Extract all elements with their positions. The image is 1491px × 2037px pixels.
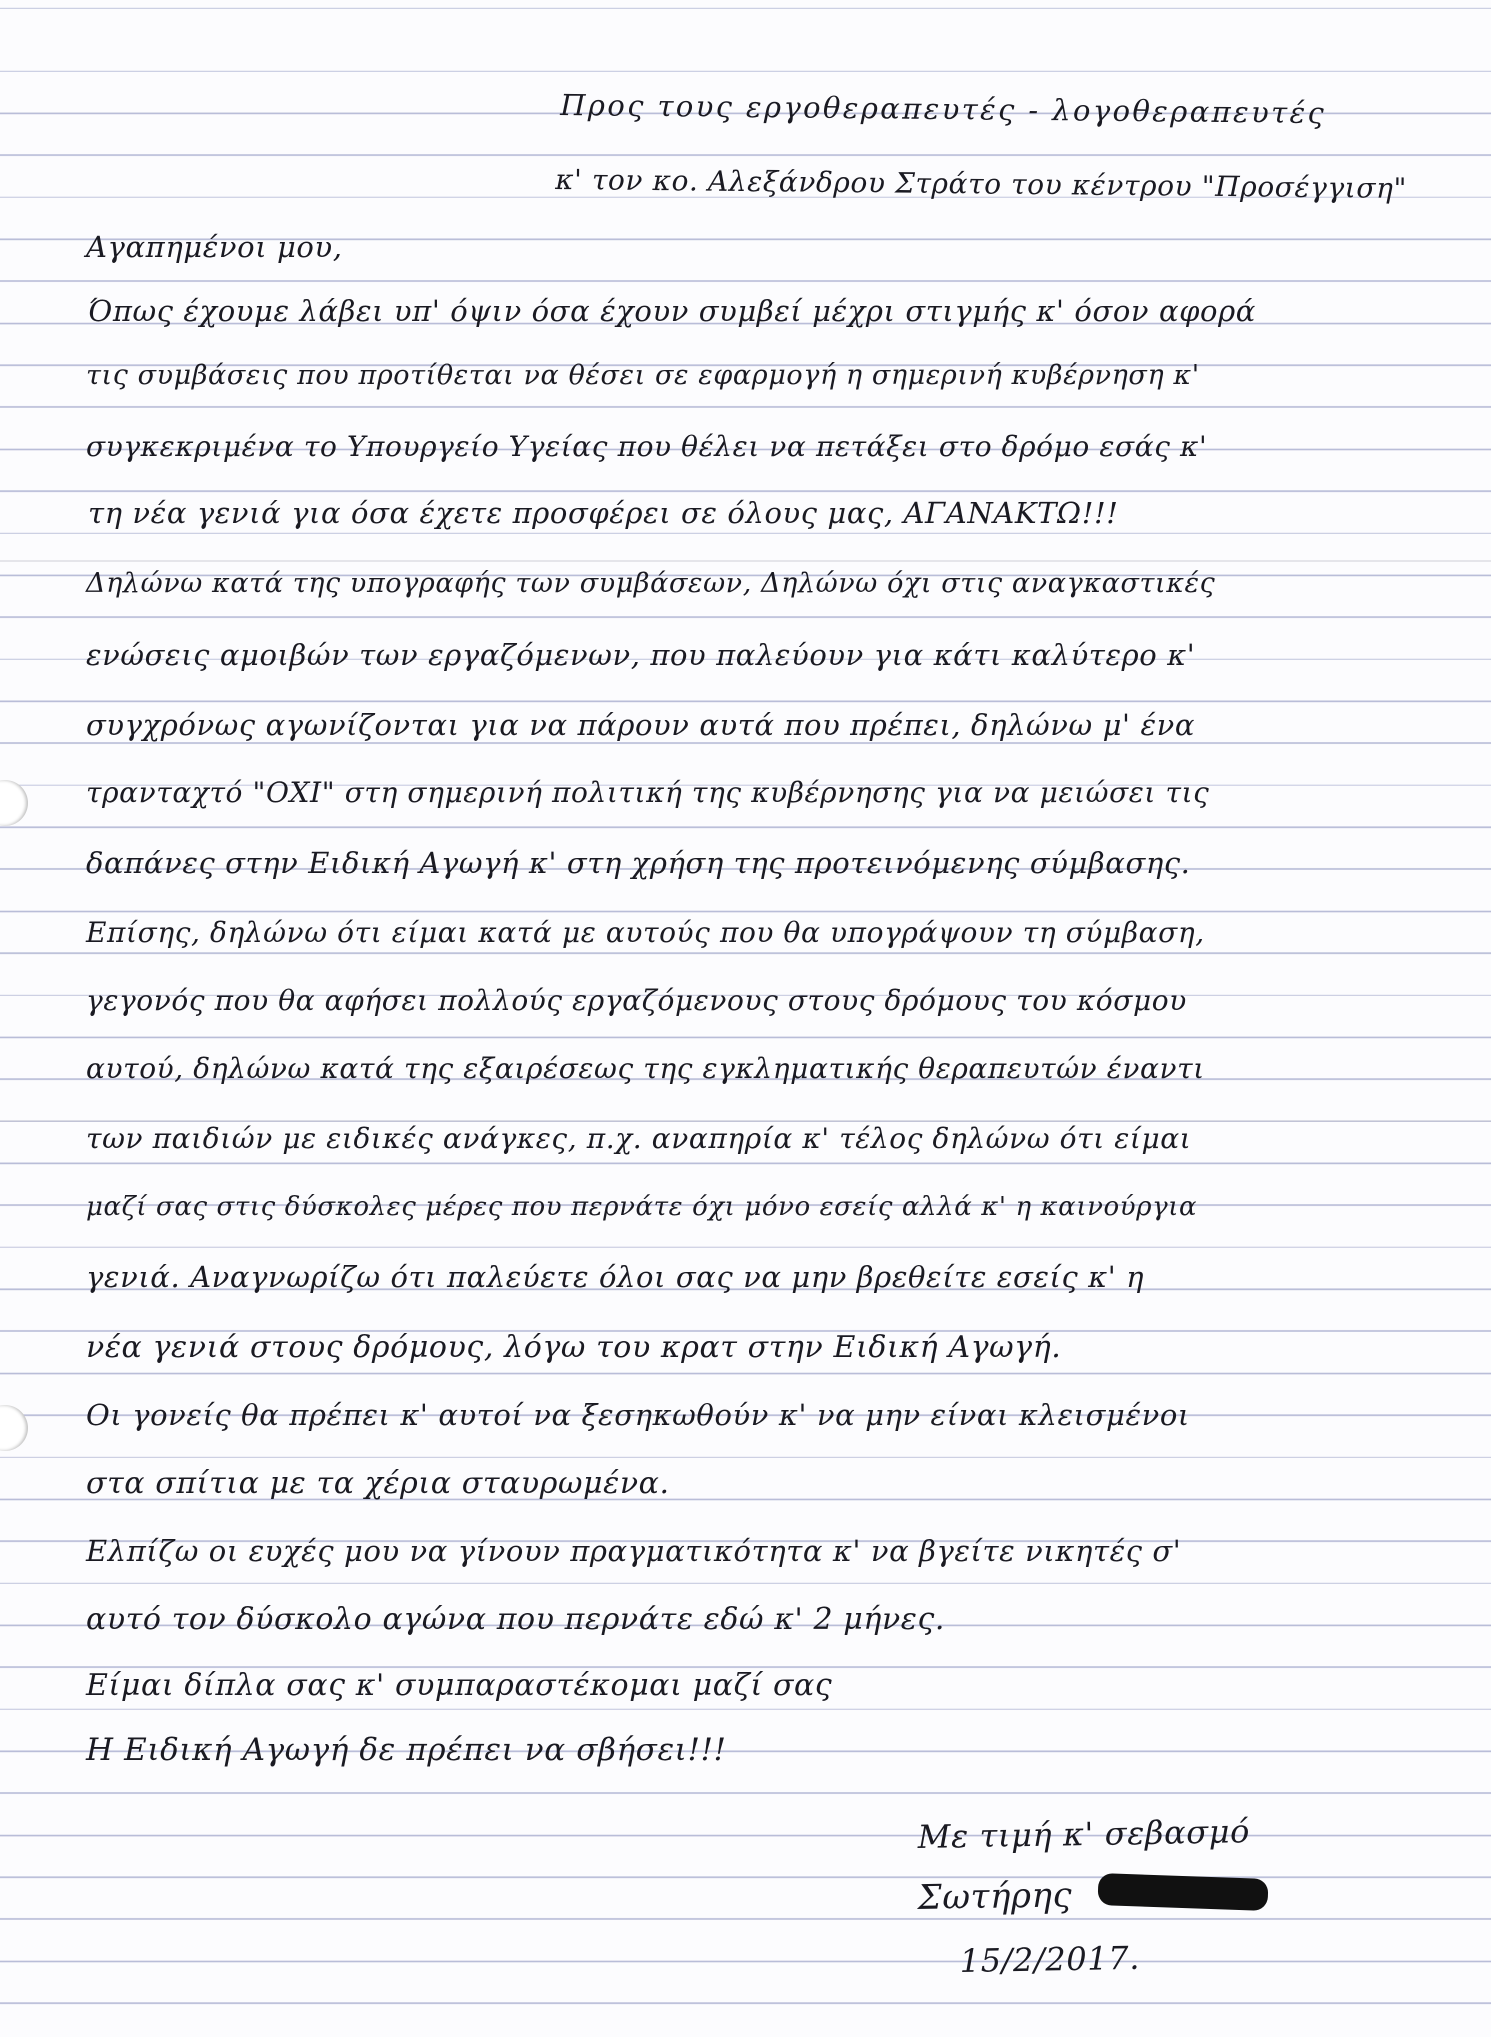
body-line: συγκεκριμένα το Υπουργείο Υγείας που θέλει να πετάξει στο δρόμο εσάς κ' bbox=[86, 430, 1208, 463]
body-line: Οι γονείς θα πρέπει κ' αυτοί να ξεσηκωθούν κ' να μην είναι κλεισμένοι bbox=[86, 1398, 1190, 1432]
body-line: τη νέα γενιά για όσα έχετε προσφέρει σε όλους μας, ΑΓΑΝΑΚΤΩ!!! bbox=[88, 496, 1119, 530]
body-line: Είμαι δίπλα σας κ' συμπαραστέκομαι μαζί σας bbox=[86, 1668, 833, 1703]
body-line: Ελπίζω οι ευχές μου να γίνουν πραγματικότητα κ' να βγείτε νικητές σ' bbox=[86, 1534, 1182, 1568]
date: 15/2/2017. bbox=[959, 1938, 1141, 1980]
redacted-surname bbox=[1097, 1873, 1268, 1911]
body-line: δαπάνες στην Ειδική Αγωγή κ' στη χρήση της προτεινόμενης σύμβασης. bbox=[86, 846, 1191, 880]
recipient-line-1: Προς τους εργοθεραπευτές - λογοθεραπευτές bbox=[560, 88, 1327, 131]
closing: Με τιμή κ' σεβασμό bbox=[917, 1812, 1251, 1856]
body-line: Δηλώνω κατά της υπογραφής των συμβάσεων, Δηλώνω όχι στις αναγκαστικές bbox=[86, 568, 1216, 599]
body-line: γεγονός που θα αφήσει πολλούς εργαζόμενους στους δρόμους του κόσμου bbox=[86, 984, 1187, 1017]
body-line: Η Ειδική Αγωγή δε πρέπει να σβήσει!!! bbox=[86, 1732, 727, 1768]
body-line: Όπως έχουμε λάβει υπ' όψιν όσα έχουν συμβεί μέχρι στιγμής κ' όσον αφορά bbox=[88, 294, 1256, 328]
paper-fold bbox=[0, 560, 1491, 562]
body-line: γενιά. Αναγνωρίζω ότι παλεύετε όλοι σας να μην βρεθείτε εσείς κ' η bbox=[86, 1260, 1145, 1294]
body-line: αυτού, δηλώνω κατά της εξαιρέσεως της εγκληματικής θεραπευτών έναντι bbox=[86, 1052, 1205, 1085]
body-line: τρανταχτό "ΟΧΙ" στη σημερινή πολιτική της κυβέρνησης για να μειώσει τις bbox=[86, 776, 1210, 809]
body-line: συγχρόνως αγωνίζονται για να πάρουν αυτά που πρέπει, δηλώνω μ' ένα bbox=[86, 708, 1196, 742]
body-line: τις συμβάσεις που προτίθεται να θέσει σε εφαρμογή η σημερινή κυβέρνηση κ' bbox=[86, 360, 1200, 391]
body-line: στα σπίτια με τα χέρια σταυρωμένα. bbox=[86, 1466, 670, 1501]
recipient-line-2: κ' τον κο. Αλεξάνδρου Στράτο του κέντρου "Προσέγγιση" bbox=[555, 163, 1408, 205]
signature: Σωτήρης bbox=[917, 1875, 1073, 1918]
punch-hole bbox=[0, 1405, 28, 1451]
body-line: Επίσης, δηλώνω ότι είμαι κατά με αυτούς που θα υπογράψουν τη σύμβαση, bbox=[86, 916, 1205, 949]
body-line: νέα γενιά στους δρόμους, λόγω του κρατ στην Ειδική Αγωγή. bbox=[86, 1330, 1062, 1365]
body-line: αυτό τον δύσκολο αγώνα που περνάτε εδώ κ' 2 μήνες. bbox=[86, 1602, 946, 1637]
punch-hole bbox=[0, 780, 28, 826]
salutation: Αγαπημένοι μου, bbox=[86, 230, 343, 264]
body-line: μαζί σας στις δύσκολες μέρες που περνάτε όχι μόνο εσείς αλλά κ' η καινούργια bbox=[86, 1192, 1198, 1222]
body-line: των παιδιών με ειδικές ανάγκες, π.χ. αναπηρία κ' τέλος δηλώνω ότι είμαι bbox=[86, 1122, 1192, 1155]
body-line: ενώσεις αμοιβών των εργαζόμενων, που παλεύουν για κάτι καλύτερο κ' bbox=[86, 638, 1196, 672]
